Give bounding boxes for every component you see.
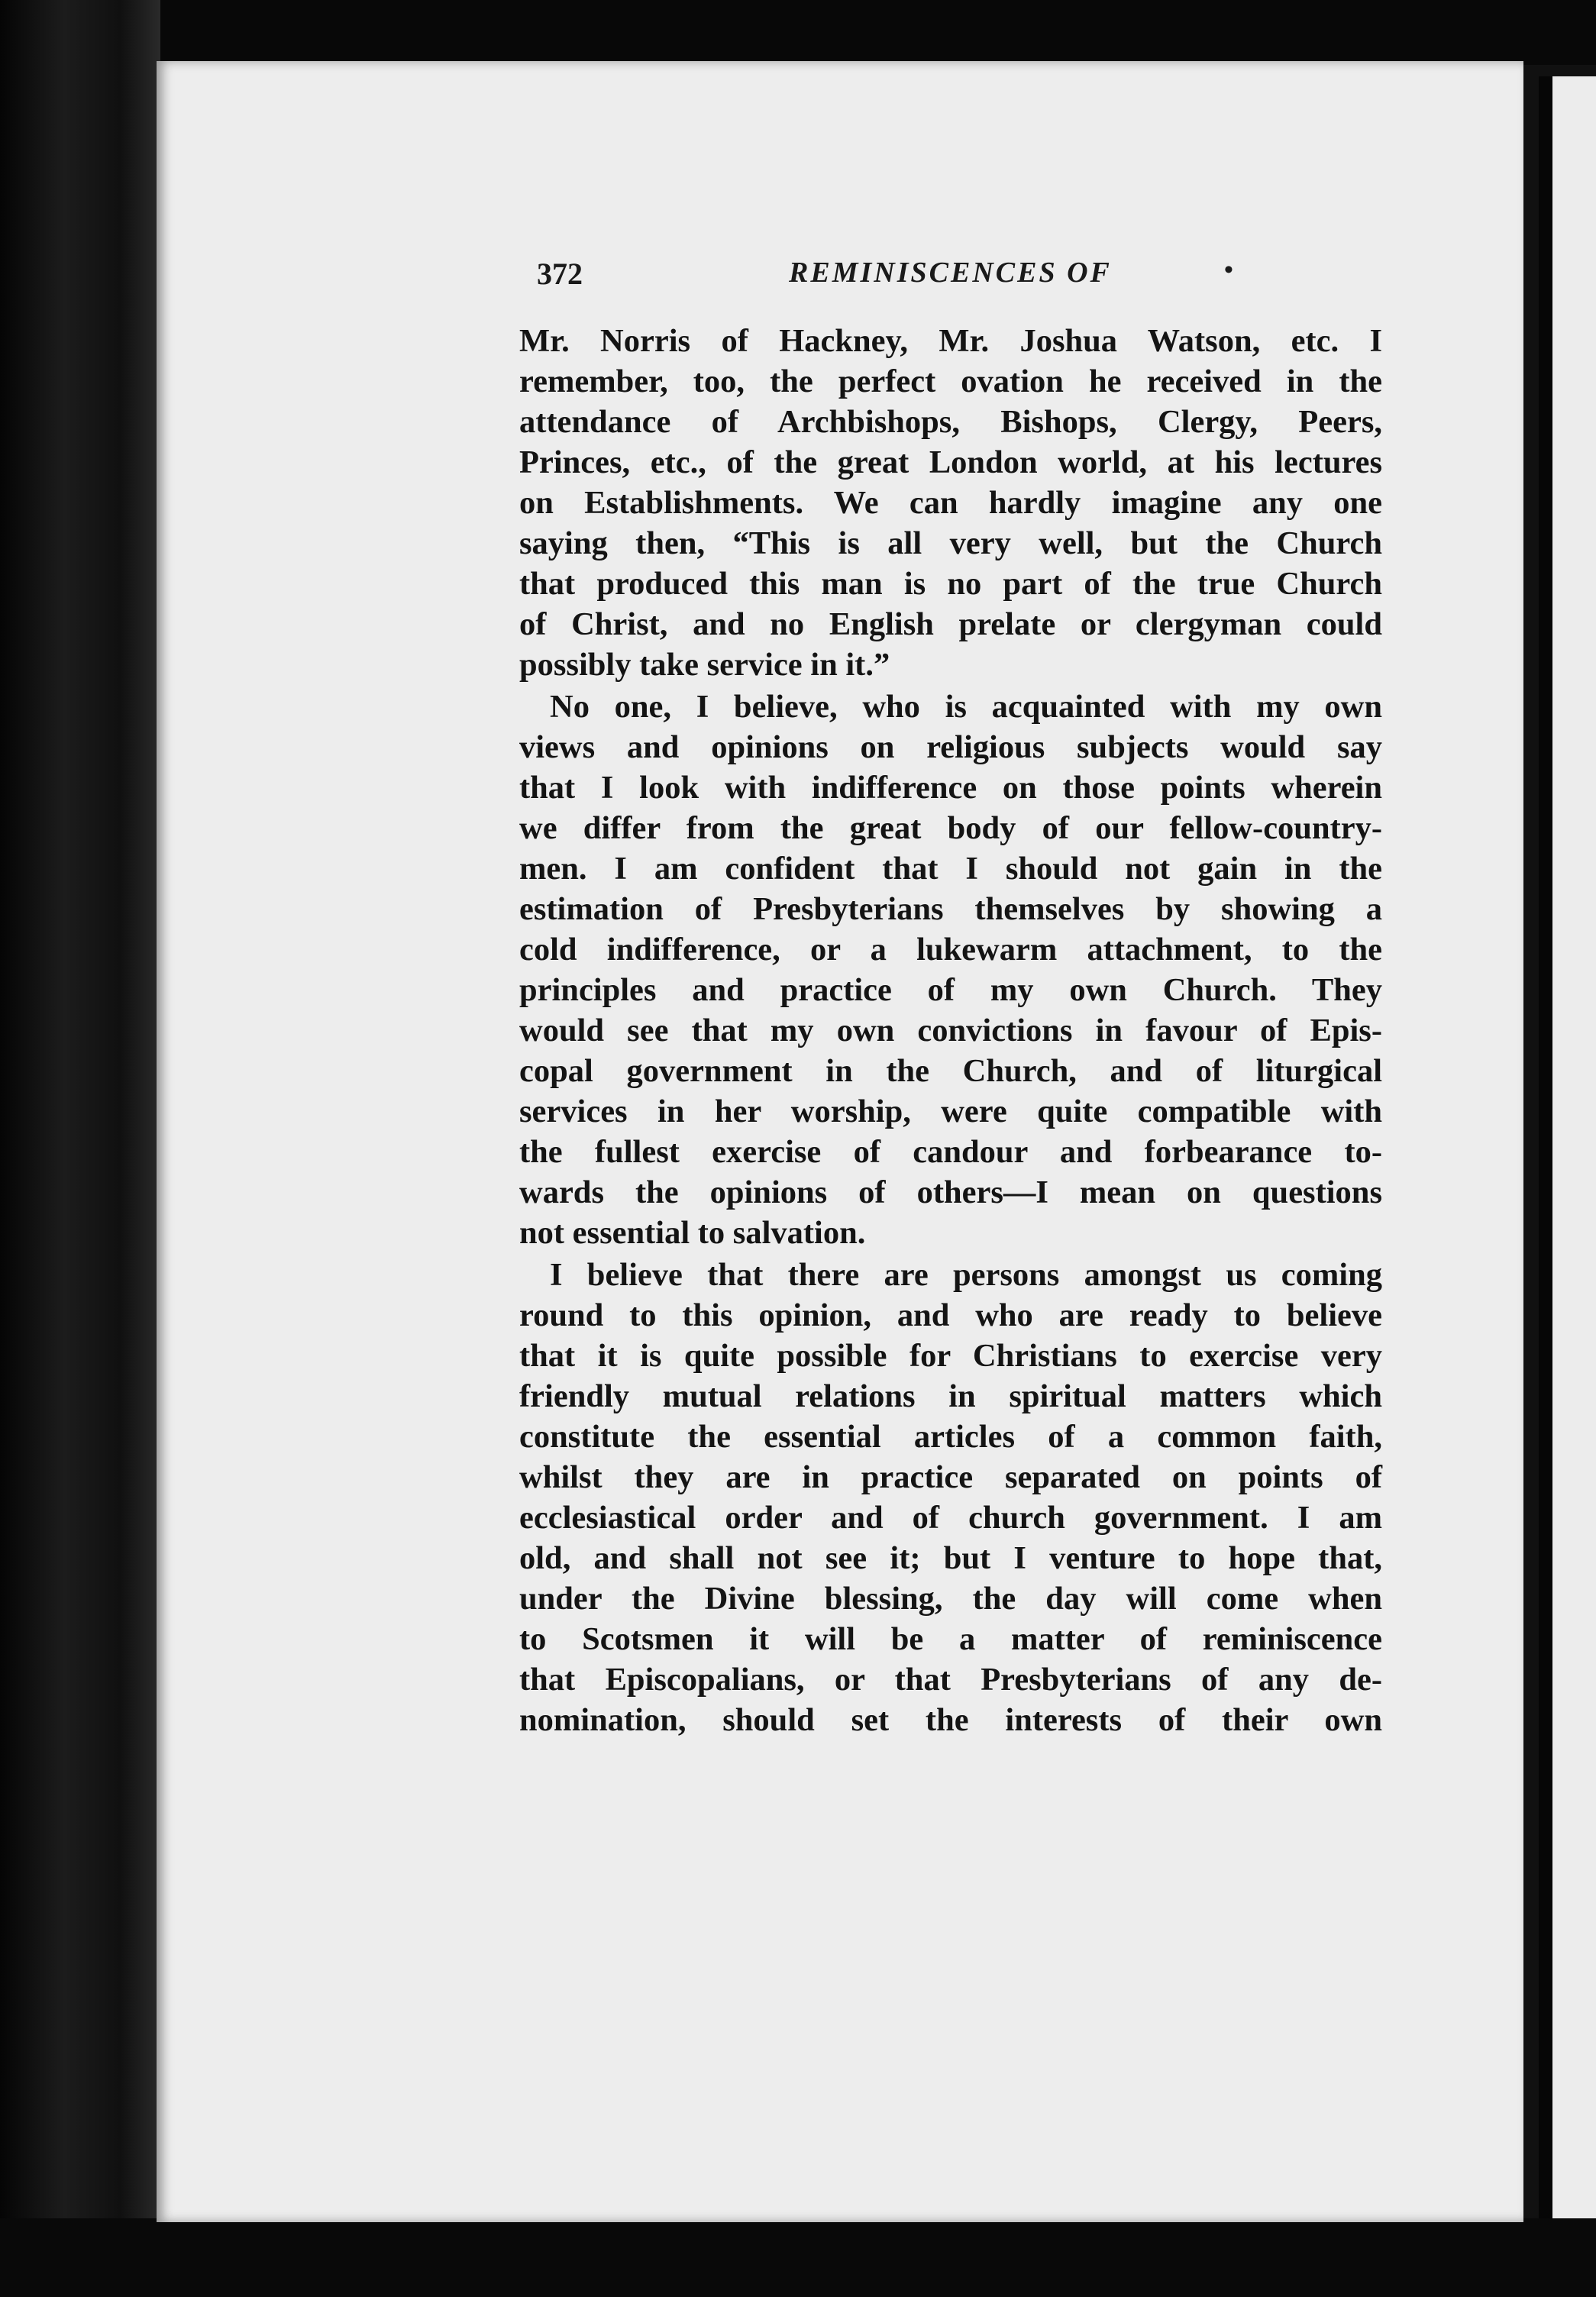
text-line: we differ from the great body of our fellow-country- [519,810,1382,846]
text-line: would see that my own convictions in favour of Epis- [519,1013,1382,1048]
text-line: round to this opinion, and who are ready to believe [519,1297,1382,1333]
page-number: 372 [537,257,583,291]
header-mark: • [1224,256,1233,284]
text-line: that I look with indifference on those points wherein [519,770,1382,806]
text-line: men. I am confident that I should not gain in the [519,851,1382,887]
text-line: the fullest exercise of candour and forbearance to- [519,1134,1382,1170]
text-line: that produced this man is no part of the true Church [519,566,1382,602]
text-line: of Christ, and no English prelate or clergyman could [519,606,1382,642]
text-line: constitute the essential articles of a common faith, [519,1419,1382,1455]
paragraph [519,1255,1382,1740]
text-line: remember, too, the perfect ovation he received in the [519,363,1382,399]
paragraph [519,321,1382,685]
text-line: ecclesiastical order and of church government. I am [519,1500,1382,1536]
text-line: cold indifference, or a lukewarm attachment, to the [519,932,1382,968]
text-line: that it is quite possible for Christians to exercise very [519,1338,1382,1374]
text-line: I believe that there are persons amongst us coming [550,1257,1382,1293]
text-line: views and opinions on religious subjects would say [519,729,1382,765]
text-line: friendly mutual relations in spiritual matters which [519,1378,1382,1414]
text-line: nomination, should set the interests of their own [519,1702,1382,1738]
paragraph [519,687,1382,1253]
text-line: possibly take service in it.” [519,647,890,683]
text-line: not essential to salvation. [519,1215,866,1251]
text-line: attendance of Archbishops, Bishops, Clergy, Peers, [519,404,1382,440]
page-header [537,256,1239,294]
scan-bottom-border [0,2218,1596,2297]
text-line: Mr. Norris of Hackney, Mr. Joshua Watson, etc. I [519,323,1382,359]
scan-top-border [0,0,1596,65]
text-line: wards the opinions of others—I mean on questions [519,1174,1382,1210]
text-line: services in her worship, were quite compatible with [519,1094,1382,1129]
book-spine [0,0,160,2297]
text-line: whilst they are in practice separated on points of [519,1459,1382,1495]
text-line: Princes, etc., of the great London world, at his lectures [519,444,1382,480]
facing-page-edge [1539,76,1596,2222]
text-line: on Establishments. We can hardly imagine any one [519,485,1382,521]
text-line: principles and practice of my own Church. They [519,972,1382,1008]
text-line: No one, I believe, who is acquainted with my own [550,689,1382,725]
text-line: saying then, “This is all very well, but the Church [519,525,1382,561]
text-line: estimation of Presbyterians themselves by showing a [519,891,1382,927]
page-body [519,321,1382,1740]
text-line: old, and shall not see it; but I venture to hope that, [519,1540,1382,1576]
text-line: under the Divine blessing, the day will come when [519,1581,1382,1617]
text-line: to Scotsmen it will be a matter of reminiscence [519,1621,1382,1657]
running-head: REMINISCENCES OF [789,257,1112,289]
text-line: that Episcopalians, or that Presbyterians of any de- [519,1662,1382,1698]
text-line: copal government in the Church, and of liturgical [519,1053,1382,1089]
